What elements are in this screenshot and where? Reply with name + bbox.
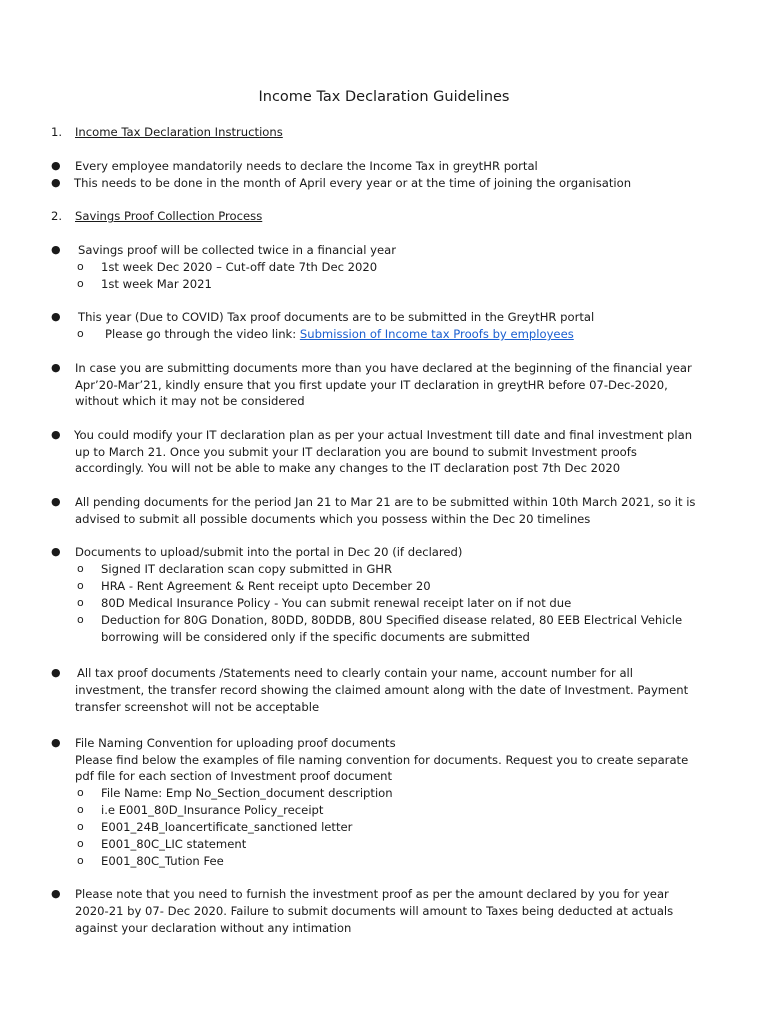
bullet-text: Every employee mandatorily needs to declare the Income Tax in greytHR portal — [75, 159, 538, 173]
bullet-text: Documents to upload/submit into the portal in Dec 20 (if declared) — [75, 545, 463, 559]
sub-bullet-icon: o — [77, 277, 84, 290]
sub-bullet-text: E001_80C_Tution Fee — [101, 854, 224, 868]
bullet-text: This needs to be done in the month of April every year or at the time of joining the organisation — [74, 176, 632, 190]
sub-bullet-icon: o — [77, 579, 84, 592]
bullet-text: 2020-21 by 07- Dec 2020. Failure to submit documents will amount to Taxes being deducted at actuals — [75, 904, 674, 918]
bullet-text: In case you are submitting documents more than you have declared at the beginning of the financial year — [75, 361, 692, 375]
sub-bullet-text: i.e E001_80D_Insurance Policy_receipt — [101, 803, 324, 817]
sub-bullet-text: HRA - Rent Agreement & Rent receipt upto December 20 — [101, 579, 431, 593]
page-title: Income Tax Declaration Guidelines — [258, 89, 510, 105]
bullet-text: investment, the transfer record showing the claimed amount along with the date of Investment. Payment — [75, 683, 689, 697]
bullet-text: up to March 21. Once you submit your IT declaration you are bound to submit Investment proofs — [75, 445, 637, 459]
bullet-text: Savings proof will be collected twice in a financial year — [78, 243, 397, 257]
sub-bullet-icon: o — [77, 562, 84, 575]
sub-bullet-text: 80D Medical Insurance Policy - You can submit renewal receipt later on if not due — [101, 596, 572, 610]
bullet-text: This year (Due to COVID) Tax proof documents are to be submitted in the GreytHR portal — [78, 310, 595, 324]
section-number: 1. — [51, 125, 63, 139]
bullet-icon: ● — [51, 361, 61, 374]
sub-bullet-text — [105, 326, 574, 342]
bullet-text: Please note that you need to furnish the investment proof as per the amount declared by you for year — [75, 887, 669, 901]
sub-bullet-icon: o — [77, 613, 84, 626]
bullet-text: All tax proof documents /Statements need to clearly contain your name, account number for all — [77, 666, 633, 680]
bullet-icon: ● — [51, 159, 61, 172]
sub-bullet-text: 1st week Mar 2021 — [101, 277, 212, 291]
bullet-text: Apr’20-Mar’21, kindly ensure that you first update your IT declaration in greytHR before 07-Dec-2020, — [75, 378, 668, 392]
sub-bullet-icon: o — [77, 820, 84, 833]
bullet-text: without which it may not be considered — [75, 394, 305, 408]
section-heading: Savings Proof Collection Process — [75, 209, 263, 223]
bullet-icon: ● — [51, 310, 61, 323]
sub-bullet-icon: o — [77, 854, 84, 867]
bullet-icon: ● — [51, 887, 61, 900]
sub-bullet-text: File Name: Emp No_Section_document description — [101, 786, 393, 800]
sub-bullet-text: E001_24B_loancertificate_sanctioned letter — [101, 820, 353, 834]
sub-bullet-icon: o — [77, 596, 84, 609]
bullet-text: transfer screenshot will not be acceptable — [75, 700, 320, 714]
bullet-text: File Naming Convention for uploading proof documents — [75, 736, 396, 750]
bullet-text: accordingly. You will not be able to make any changes to the IT declaration post 7th Dec 2020 — [75, 461, 621, 475]
bullet-icon: ● — [51, 666, 61, 679]
sub-bullet-text: borrowing will be considered only if the specific documents are submitted — [101, 630, 530, 644]
bullet-text: pdf file for each section of Investment proof document — [75, 769, 393, 783]
sub-bullet-icon: o — [77, 803, 84, 816]
sub-bullet-text: E001_80C_LIC statement — [101, 837, 247, 851]
bullet-icon: ● — [51, 243, 61, 256]
section-number: 2. — [51, 209, 63, 223]
bullet-icon: ● — [51, 176, 61, 189]
video-link[interactable]: Submission of Income tax Proofs by employees — [299, 327, 574, 341]
bullet-text: Please find below the examples of file naming convention for documents. Request you to create separate — [75, 753, 689, 767]
sub-bullet-icon: o — [77, 837, 84, 850]
section-heading: Income Tax Declaration Instructions — [75, 125, 283, 139]
bullet-text: against your declaration without any intimation — [75, 921, 352, 935]
bullet-text: All pending documents for the period Jan 21 to Mar 21 are to be submitted within 10th March 2021, so it is — [75, 495, 696, 509]
link-prefix: Please go through the video link: — [105, 327, 300, 341]
sub-bullet-icon: o — [77, 327, 84, 340]
bullet-icon: ● — [51, 545, 61, 558]
bullet-icon: ● — [51, 495, 61, 508]
bullet-icon: ● — [51, 736, 61, 749]
sub-bullet-icon: o — [77, 260, 84, 273]
sub-bullet-text: Signed IT declaration scan copy submitted in GHR — [101, 562, 393, 576]
bullet-icon: ● — [51, 428, 61, 441]
sub-bullet-text: 1st week Dec 2020 – Cut-off date 7th Dec 2020 — [101, 260, 378, 274]
bullet-text: You could modify your IT declaration plan as per your actual Investment till date and final investment plan — [74, 428, 693, 442]
sub-bullet-text: Deduction for 80G Donation, 80DD, 80DDB, 80U Specified disease related, 80 EEB Electrical Vehicle — [101, 613, 683, 627]
sub-bullet-icon: o — [77, 786, 84, 799]
bullet-text: advised to submit all possible documents which you possess within the Dec 20 timelines — [75, 512, 591, 526]
